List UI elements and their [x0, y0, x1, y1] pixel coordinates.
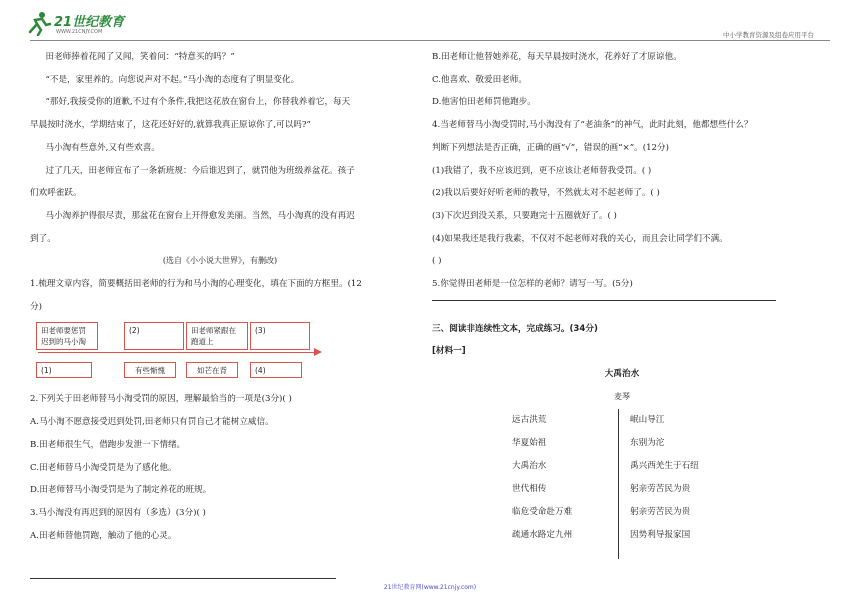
- story-paragraph: 们欢呼雀跃。: [30, 188, 82, 199]
- arrow-head-icon: [314, 348, 322, 356]
- diagram-box-top-4[interactable]: (3): [250, 322, 310, 350]
- footer-source[interactable]: 21世纪教育网(www.21cnjy.com): [383, 584, 477, 591]
- poem-line: 华夏始祖: [512, 437, 547, 448]
- question-3-option-d: D.他害怕田老师罚他跑步。: [432, 97, 536, 108]
- story-paragraph: 马小淘有些意外,又有些欢喜。: [45, 142, 160, 153]
- diagram-box-top-1: 田老师要惩罚 迟到的马小淘: [36, 322, 98, 350]
- question-1-cont: 分): [30, 301, 42, 312]
- question-2-option-c: C.田老师替马小淘受罚是为了感化他。: [30, 462, 177, 473]
- platform-name: 中小学教育资源及组卷应用平台: [723, 31, 814, 39]
- poem-line: 躬亲劳苦民为贵: [630, 506, 691, 517]
- question-4-item-1: (1)我错了，我不应该迟到，更不应该让老师替我受罚。( ): [432, 165, 652, 176]
- question-2-option-d: D.田老师替马小淘受罚是为了制定养花的班规。: [30, 485, 212, 496]
- story-paragraph: 马小淘养护得很尽责，那盆花在窗台上开得愈发美丽。当然，马小淘真的没有再迟: [45, 210, 355, 221]
- answer-line: [432, 300, 776, 301]
- diagram-box-top-2[interactable]: (2): [124, 322, 184, 350]
- poem-line: 岷山导江: [630, 414, 665, 425]
- story-paragraph: 田老师捧着花闻了又闻，笑着问：“特意买的吗？”: [45, 52, 235, 62]
- left-column: [30, 46, 410, 547]
- story-source: (选自《小小说大世界》，有删改): [162, 256, 278, 266]
- right-column: [432, 46, 812, 559]
- poem-line: 远古洪荒: [512, 414, 547, 425]
- poem-line: 大禹治水: [512, 460, 547, 471]
- poem-line: 东别为沱: [630, 437, 665, 448]
- question-3-option-c: C.他喜欢、敬爱田老师。: [432, 74, 527, 85]
- diagram-box-top-3: 田老师紧跟在 跑道上: [186, 322, 248, 350]
- timeline-arrow: [38, 352, 318, 353]
- question-2-option-a: A.马小淘不愿意接受迟到处罚,田老师只有罚自己才能树立威信。: [30, 417, 274, 428]
- answer-area[interactable]: [432, 296, 812, 318]
- question-4-item-4-blank: ( ): [432, 256, 442, 267]
- question-2-option-b: B.田老师很生气，借跑步发泄一下情绪。: [30, 439, 186, 450]
- poem-line: 躬亲劳苦民为贵: [630, 483, 691, 494]
- page-header: [0, 0, 860, 44]
- header-divider: [30, 40, 830, 41]
- story-paragraph: “那好,我接受你的道歉,不过有个条件,我把这花放在窗台上，你替我养着它，每天: [45, 97, 351, 108]
- poem-right-column: [630, 409, 770, 547]
- question-3-option-a: A.田老师替他罚跑，触动了他的心灵。: [30, 530, 177, 541]
- poem-author: 麦琴: [614, 391, 630, 401]
- logo-subtext: WWW.21CNJY.COM: [56, 29, 103, 35]
- story-paragraph: 早晨按时浇水，学期结束了，这花还好好的,就算我真正原谅你了,可以吗?”: [30, 120, 311, 131]
- question-4-item-2: (2)我以后要好好听老师的教导，不然就太对不起老师了。( ): [432, 188, 660, 199]
- poem-left-column: [512, 409, 612, 547]
- poem-line: 世代相传: [512, 483, 547, 494]
- poem-body: [432, 409, 812, 559]
- question-2: 2.下列关于田老师替马小淘受罚的原因，理解最恰当的一项是(3分)( ): [30, 394, 292, 405]
- flow-diagram: [36, 318, 376, 388]
- diagram-box-bottom-4[interactable]: (4): [250, 362, 302, 378]
- runner-logo-icon: [26, 10, 52, 36]
- poem-divider: [618, 409, 619, 559]
- question-4-item-4: (4)如果我还是我行我素，不仅对不起老师对我的关心，而且会让同学们不满。: [432, 233, 728, 244]
- story-paragraph: 到了。: [30, 233, 56, 244]
- diagram-box-bottom-1[interactable]: (1): [36, 362, 92, 378]
- section-3-title: 三、阅读非连续性文本，完成练习。(34分): [432, 323, 598, 334]
- diagram-box-bottom-2: 有些惭愧: [124, 362, 176, 378]
- poem-line: 疏通水路定九州: [512, 529, 573, 540]
- material-label: [材料一]: [432, 346, 466, 357]
- question-5: 5.你觉得田老师是一位怎样的老师？请写一写。(5分): [432, 279, 633, 290]
- story-paragraph: 过了几天，田老师宣布了一条新班规：今后谁迟到了，就罚他为班级养盆花。孩子: [45, 165, 355, 176]
- story-paragraph: “不是，家里养的。向您说声对不起。”马小淘的态度有了明显变化。: [45, 74, 300, 85]
- poem-line: 临危受命赴万难: [512, 506, 573, 517]
- question-4-instruction: 判断下列想法是否正确，正确的画“√”，错误的画“×”。(12分): [432, 142, 669, 153]
- diagram-box-bottom-3: 如芒在背: [186, 362, 238, 378]
- logo: [26, 8, 146, 40]
- question-3-option-b: B.田老师让他替她养花，每天早晨按时浇水，花养好了才原谅他。: [432, 52, 682, 62]
- question-1: 1.梳理文章内容，简要概括田老师的行为和马小淘的心理变化，填在下面的方框里。(12: [30, 279, 362, 290]
- poem-line: 禹兴西羌生于石纽: [630, 460, 699, 471]
- footer-divider: [30, 578, 336, 579]
- poem-line: 因势利导报家国: [630, 529, 691, 540]
- question-3: 3.马小淘没有再迟到的原因有（多选）(3分)( ): [30, 507, 206, 518]
- poem-title: 大禹治水: [604, 369, 640, 380]
- logo-text: 21世纪教育: [54, 15, 125, 30]
- question-4-item-3: (3)下次迟到没关系，只要跑完十五圈就好了。( ): [432, 210, 617, 221]
- question-4: 4.当老师替马小淘受罚时,马小淘没有了“老油条”的神气，此时此刻，他都想些什么？: [432, 120, 753, 131]
